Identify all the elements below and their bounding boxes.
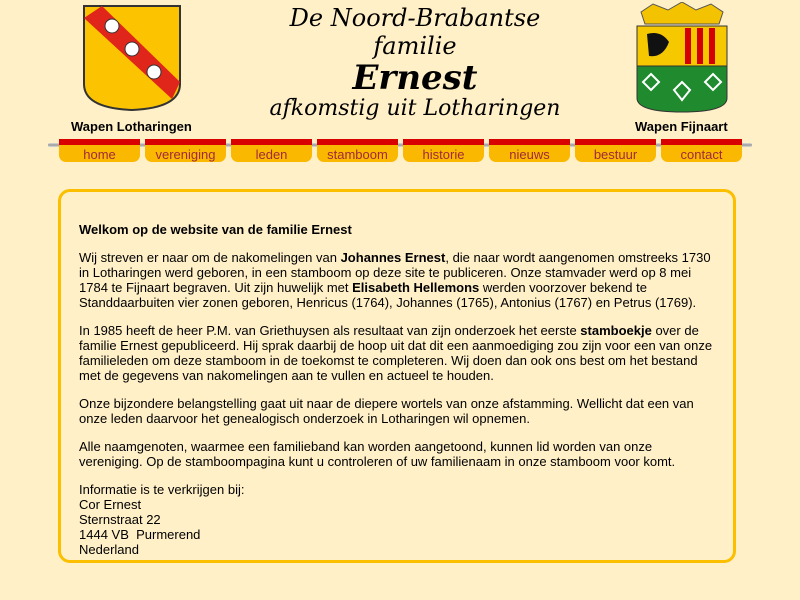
title-line-1: De Noord-Brabantse familie [289, 4, 541, 60]
text: Wij streven er naar om de nakomelingen van [79, 250, 341, 265]
nav-stamboom[interactable]: stamboom [317, 139, 398, 162]
right-crest-caption: Wapen Fijnaart [635, 119, 728, 134]
text: over de familie Ernest gepubliceerd. Hij sprak daarbij de hoop uit dat dit een aanmoediging zou zijn voor een van onze familieleden om deze stamboom in de toekomst te completeren. Wij doen dan ook ons best om het bestand met de gegevens van nakomelingen aan te vullen en actueel te houden. [79, 323, 713, 383]
nav-bestuur[interactable]: bestuur [575, 139, 656, 162]
contact-line: Sternstraat 22 [79, 512, 161, 527]
fijnaart-crest-icon [633, 2, 731, 114]
history-paragraph [79, 323, 715, 383]
contact-line: Informatie is te verkrijgen bij: [79, 482, 245, 497]
contact-line: 1444 VB Purmerend [79, 527, 201, 542]
left-crest-caption: Wapen Lotharingen [71, 119, 192, 134]
name-johannes: Johannes Ernest [340, 250, 446, 265]
nav-leden[interactable]: leden [231, 139, 312, 162]
nav-vereniging[interactable]: vereniging [145, 139, 226, 162]
site-title [260, 4, 570, 121]
membership-paragraph: Alle naamgenoten, waarmee een familieband kan worden aangetoond, kunnen lid worden van onze vereniging. Op de stamboompagina kunt u controleren of uw familienaam in onze stamboom voor komt. [79, 439, 676, 469]
welcome-heading: Welkom op de website van de familie Ernest [79, 222, 352, 237]
text: , die naar wordt aangenomen omstreeks 1730 in Lotharingen werd geboren, in een stamboom op deze site te publiceren. Onze stamvader werd op 8 mei 1784 te Fijnaart begraven. Uit zijn huwelijk met [79, 250, 711, 295]
lorraine-crest-icon [82, 4, 182, 112]
name-elisabeth: Elisabeth Hellemons [352, 280, 480, 295]
contact-line: Cor Ernest [79, 497, 142, 512]
stamboekje: stamboekje [580, 323, 652, 338]
title-line-3: afkomstig uit Lotharingen [269, 96, 561, 121]
text: werden voorzover bekend te Standdaarbuiten vier zonen geboren, Henricus (1764), Johannes (1765), Antonius (1767) en Petrus (1769). [79, 280, 697, 310]
nav-contact[interactable]: contact [661, 139, 742, 162]
nav-nieuws[interactable]: nieuws [489, 139, 570, 162]
contact-line: Nederland [79, 542, 139, 557]
text: In 1985 heeft de heer P.M. van Griethuysen als resultaat van zijn onderzoek het eerste [79, 323, 581, 338]
title-line-2: Ernest [352, 58, 478, 98]
content-panel [58, 189, 736, 563]
nav-historie[interactable]: historie [403, 139, 484, 162]
interest-paragraph: Onze bijzondere belangstelling gaat uit naar de diepere wortels van onze afstamming. Wellicht dat een van onze leden daarvoor het genealogisch onderzoek in Lotharingen wil opnemen. [79, 396, 694, 426]
intro-paragraph [79, 250, 715, 310]
main-nav [59, 139, 742, 162]
contact-info [79, 482, 715, 557]
nav-home[interactable]: home [59, 139, 140, 162]
